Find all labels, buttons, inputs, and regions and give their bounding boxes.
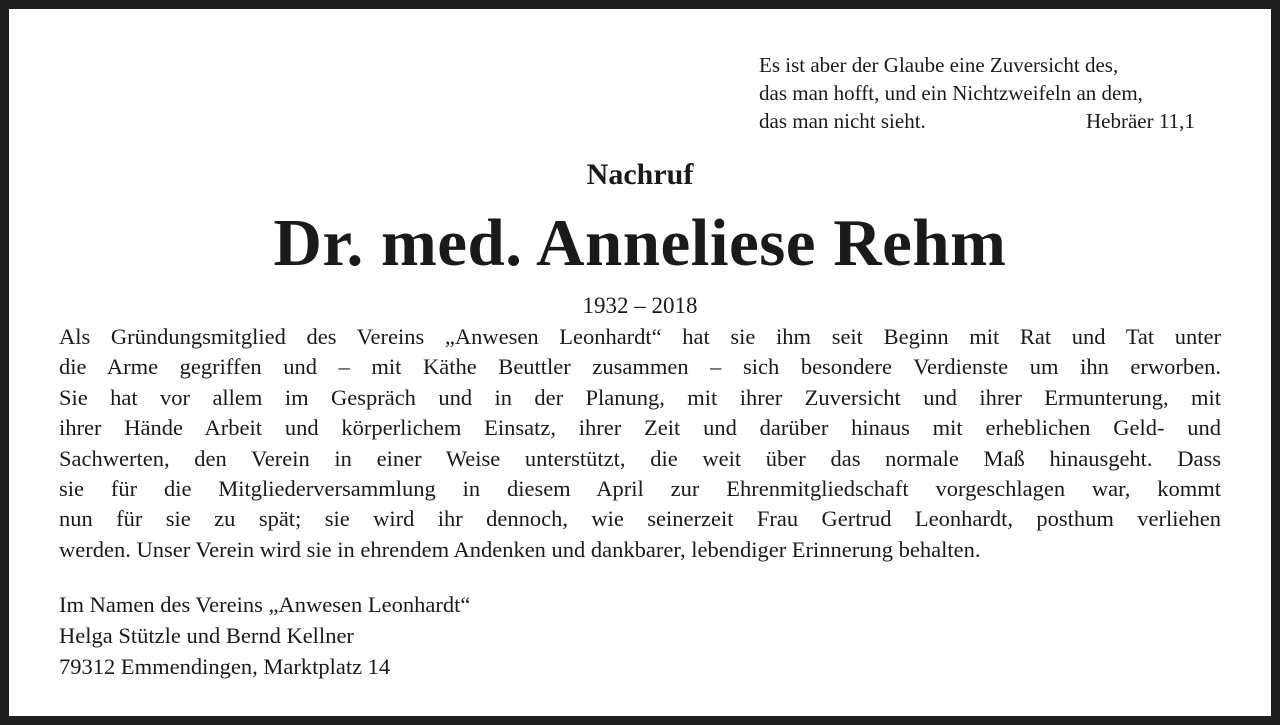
deceased-name: Dr. med. Anneliese Rehm xyxy=(273,206,1007,280)
text-line: Als Gründungsmitglied des Vereins „Anwesen Leonhardt“ hat sie ihm seit Beginn mit Rat und Tat unter xyxy=(59,324,1221,349)
quote-reference: Hebräer 11,1 xyxy=(1086,109,1195,133)
text-line: nun für sie zu spät; sie wird ihr dennoch, wie seinerzeit Frau Gertrud Leonhardt, posthum verliehen xyxy=(59,506,1221,532)
obituary-text xyxy=(59,322,1221,565)
signature-address: 79312 Emmendingen, Marktplatz 14 xyxy=(59,654,391,679)
obituary-notice xyxy=(9,9,1271,716)
quote-line: das man hofft, und ein Nichtzweifeln an dem, xyxy=(759,81,1143,105)
notice-heading: Nachruf xyxy=(586,158,694,191)
quote-line: Es ist aber der Glaube eine Zuversicht des, xyxy=(759,53,1119,77)
quote-line-text: das man nicht sieht. xyxy=(759,109,926,133)
text-line: werden. Unser Verein wird sie in ehrendem Andenken und dankbarer, lebendiger Erinnerung behalten. xyxy=(59,536,981,562)
text-line: ihrer Hände Arbeit und körperlichem Einsatz, ihrer Zeit und darüber hinaus mit erheblichen Geld- und xyxy=(59,415,1221,441)
text-line: sie für die Mitgliederversammlung in diesem April zur Ehrenmitgliedschaft vorgeschlagen war, kommt xyxy=(59,476,1221,502)
text-line: Sie hat vor allem im Gespräch und in der Planung, mit ihrer Zuversicht und ihrer Ermunterung, mit xyxy=(59,384,1221,410)
text-line: die Arme gegriffen und – mit Käthe Beuttler zusammen – sich besondere Verdienste um ihn erworben. xyxy=(59,354,1221,380)
signature-names: Helga Stützle und Bernd Kellner xyxy=(59,623,354,648)
signature-block xyxy=(59,589,470,682)
bible-quote xyxy=(759,51,1229,135)
life-dates: 1932 – 2018 xyxy=(582,293,698,318)
text-line: Sachwerten, den Verein in einer Weise unterstützt, die weit über das normale Maß hinausgeht. Dass xyxy=(59,445,1221,471)
quote-line-last xyxy=(759,107,1229,135)
signature-association: Im Namen des Vereins „Anwesen Leonhardt“ xyxy=(59,592,471,617)
